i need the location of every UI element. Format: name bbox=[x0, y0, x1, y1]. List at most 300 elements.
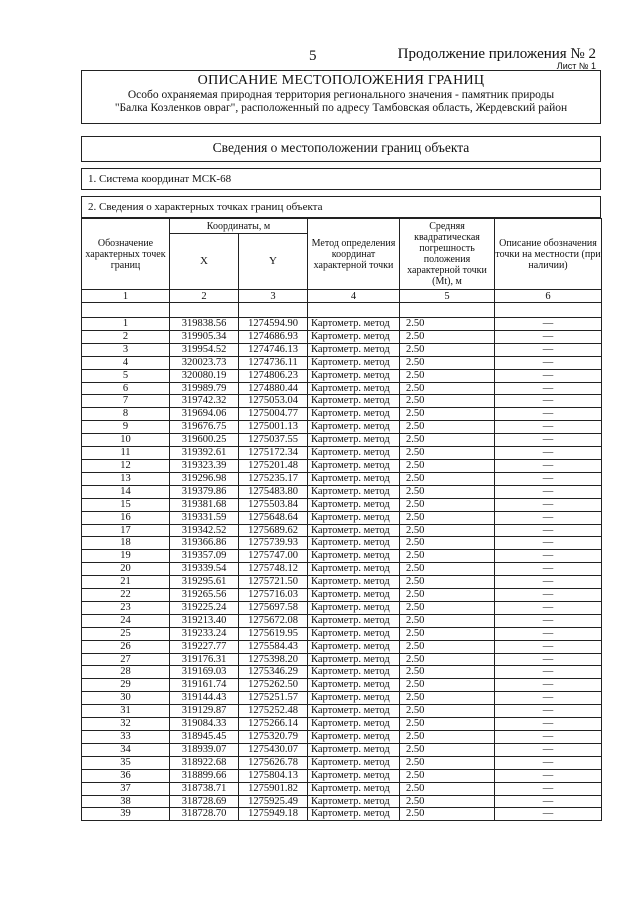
point-number: 4 bbox=[82, 356, 170, 369]
method-cell: Картометр. метод bbox=[308, 627, 400, 640]
point-number: 9 bbox=[82, 421, 170, 434]
error-cell: 2.50 bbox=[400, 472, 495, 485]
point-number: 17 bbox=[82, 524, 170, 537]
point-number: 2 bbox=[82, 330, 170, 343]
method-cell: Картометр. метод bbox=[308, 743, 400, 756]
table-row bbox=[82, 627, 602, 640]
table-row bbox=[82, 511, 602, 524]
coord-x: 319161.74 bbox=[170, 679, 239, 692]
coord-x: 319838.56 bbox=[170, 318, 239, 331]
coord-y: 1274746.13 bbox=[239, 343, 308, 356]
description-cell: — bbox=[495, 524, 602, 537]
description-cell: — bbox=[495, 459, 602, 472]
point-number: 23 bbox=[82, 601, 170, 614]
point-number: 5 bbox=[82, 369, 170, 382]
coord-x: 319742.32 bbox=[170, 395, 239, 408]
error-cell: 2.50 bbox=[400, 653, 495, 666]
error-cell: 2.50 bbox=[400, 601, 495, 614]
error-cell: 2.50 bbox=[400, 705, 495, 718]
point-number: 29 bbox=[82, 679, 170, 692]
error-cell: 2.50 bbox=[400, 627, 495, 640]
point-number: 18 bbox=[82, 537, 170, 550]
point-number: 20 bbox=[82, 563, 170, 576]
method-cell: Картометр. метод bbox=[308, 511, 400, 524]
coord-x: 319357.09 bbox=[170, 550, 239, 563]
description-cell: — bbox=[495, 356, 602, 369]
table-row bbox=[82, 601, 602, 614]
coord-y: 1275716.03 bbox=[239, 589, 308, 602]
point-number: 3 bbox=[82, 343, 170, 356]
description-cell: — bbox=[495, 614, 602, 627]
description-cell: — bbox=[495, 743, 602, 756]
method-cell: Картометр. метод bbox=[308, 421, 400, 434]
column-numbers-row bbox=[82, 290, 602, 303]
description-cell: — bbox=[495, 705, 602, 718]
point-number: 19 bbox=[82, 550, 170, 563]
error-cell: 2.50 bbox=[400, 731, 495, 744]
method-cell: Картометр. метод bbox=[308, 395, 400, 408]
coord-y: 1275949.18 bbox=[239, 808, 308, 821]
column-number: 4 bbox=[308, 290, 400, 303]
points-heading-line: 2. Сведения о характерных точках границ объекта bbox=[81, 196, 601, 218]
description-cell: — bbox=[495, 369, 602, 382]
method-cell: Картометр. метод bbox=[308, 601, 400, 614]
document-title: ОПИСАНИЕ МЕСТОПОЛОЖЕНИЯ ГРАНИЦ bbox=[197, 73, 485, 88]
coord-y: 1275201.48 bbox=[239, 459, 308, 472]
point-number: 12 bbox=[82, 459, 170, 472]
error-cell: 2.50 bbox=[400, 782, 495, 795]
coord-y: 1275901.82 bbox=[239, 782, 308, 795]
method-cell: Картометр. метод bbox=[308, 356, 400, 369]
point-number: 36 bbox=[82, 769, 170, 782]
coord-x: 319694.06 bbox=[170, 408, 239, 421]
description-cell: — bbox=[495, 408, 602, 421]
appendix-label: Продолжение приложения № 2 bbox=[397, 46, 596, 62]
table-row bbox=[82, 718, 602, 731]
point-number: 38 bbox=[82, 795, 170, 808]
coord-y: 1275430.07 bbox=[239, 743, 308, 756]
method-cell: Картометр. метод bbox=[308, 640, 400, 653]
coord-x: 318728.70 bbox=[170, 808, 239, 821]
coord-y: 1275626.78 bbox=[239, 756, 308, 769]
table-row bbox=[82, 756, 602, 769]
error-cell: 2.50 bbox=[400, 537, 495, 550]
table-row bbox=[82, 485, 602, 498]
description-cell: — bbox=[495, 434, 602, 447]
error-cell: 2.50 bbox=[400, 524, 495, 537]
error-cell: 2.50 bbox=[400, 369, 495, 382]
coord-y: 1275503.84 bbox=[239, 498, 308, 511]
coord-x: 319379.86 bbox=[170, 485, 239, 498]
error-cell: 2.50 bbox=[400, 408, 495, 421]
point-number: 27 bbox=[82, 653, 170, 666]
method-cell: Картометр. метод bbox=[308, 472, 400, 485]
coord-x: 319176.31 bbox=[170, 653, 239, 666]
table-row bbox=[82, 679, 602, 692]
method-cell: Картометр. метод bbox=[308, 485, 400, 498]
table-header-row bbox=[82, 219, 602, 234]
description-cell: — bbox=[495, 472, 602, 485]
coord-x: 320023.73 bbox=[170, 356, 239, 369]
coord-x: 319905.34 bbox=[170, 330, 239, 343]
error-cell: 2.50 bbox=[400, 692, 495, 705]
table-row bbox=[82, 666, 602, 679]
description-cell: — bbox=[495, 653, 602, 666]
coord-y: 1275483.80 bbox=[239, 485, 308, 498]
error-cell: 2.50 bbox=[400, 498, 495, 511]
error-cell: 2.50 bbox=[400, 550, 495, 563]
coord-x: 319169.03 bbox=[170, 666, 239, 679]
coord-y: 1274686.93 bbox=[239, 330, 308, 343]
method-cell: Картометр. метод bbox=[308, 318, 400, 331]
table-row bbox=[82, 550, 602, 563]
table-row bbox=[82, 782, 602, 795]
table-row bbox=[82, 459, 602, 472]
coord-x: 319331.59 bbox=[170, 511, 239, 524]
description-cell: — bbox=[495, 627, 602, 640]
point-number: 8 bbox=[82, 408, 170, 421]
table-row bbox=[82, 343, 602, 356]
point-number: 25 bbox=[82, 627, 170, 640]
method-cell: Картометр. метод bbox=[308, 537, 400, 550]
method-cell: Картометр. метод bbox=[308, 653, 400, 666]
error-cell: 2.50 bbox=[400, 756, 495, 769]
coord-y: 1275346.29 bbox=[239, 666, 308, 679]
coord-y: 1275262.50 bbox=[239, 679, 308, 692]
error-cell: 2.50 bbox=[400, 434, 495, 447]
table-row bbox=[82, 589, 602, 602]
title-line-1: Особо охраняемая природная территория регионального значения - памятник природы bbox=[127, 89, 555, 101]
table-row bbox=[82, 614, 602, 627]
point-number: 24 bbox=[82, 614, 170, 627]
table-row bbox=[82, 795, 602, 808]
coord-y: 1275251.57 bbox=[239, 692, 308, 705]
table-body bbox=[82, 318, 602, 821]
coord-x: 319381.68 bbox=[170, 498, 239, 511]
error-cell: 2.50 bbox=[400, 614, 495, 627]
error-cell: 2.50 bbox=[400, 318, 495, 331]
description-cell: — bbox=[495, 318, 602, 331]
coord-y: 1275053.04 bbox=[239, 395, 308, 408]
coord-x: 318939.07 bbox=[170, 743, 239, 756]
point-number: 11 bbox=[82, 447, 170, 460]
method-cell: Картометр. метод bbox=[308, 563, 400, 576]
error-cell: 2.50 bbox=[400, 666, 495, 679]
coord-y: 1274736.11 bbox=[239, 356, 308, 369]
error-cell: 2.50 bbox=[400, 679, 495, 692]
column-number: 3 bbox=[239, 290, 308, 303]
coord-x: 319233.24 bbox=[170, 627, 239, 640]
coord-x: 319225.24 bbox=[170, 601, 239, 614]
point-number: 13 bbox=[82, 472, 170, 485]
method-cell: Картометр. метод bbox=[308, 343, 400, 356]
coord-x: 319339.54 bbox=[170, 563, 239, 576]
method-cell: Картометр. метод bbox=[308, 447, 400, 460]
error-cell: 2.50 bbox=[400, 459, 495, 472]
description-cell: — bbox=[495, 640, 602, 653]
table-row bbox=[82, 356, 602, 369]
coord-x: 319392.61 bbox=[170, 447, 239, 460]
error-cell: 2.50 bbox=[400, 563, 495, 576]
table-row bbox=[82, 524, 602, 537]
error-cell: 2.50 bbox=[400, 343, 495, 356]
method-cell: Картометр. метод bbox=[308, 550, 400, 563]
method-cell: Картометр. метод bbox=[308, 434, 400, 447]
table-row bbox=[82, 640, 602, 653]
error-cell: 2.50 bbox=[400, 395, 495, 408]
table-row bbox=[82, 498, 602, 511]
point-number: 16 bbox=[82, 511, 170, 524]
method-cell: Картометр. метод bbox=[308, 679, 400, 692]
error-cell: 2.50 bbox=[400, 795, 495, 808]
header-error: Средняя квадратическая погрешность положения характерной точки (Mt), м bbox=[400, 219, 495, 290]
table-row bbox=[82, 576, 602, 589]
description-cell: — bbox=[495, 601, 602, 614]
description-cell: — bbox=[495, 795, 602, 808]
coord-y: 1275747.00 bbox=[239, 550, 308, 563]
coord-y: 1274880.44 bbox=[239, 382, 308, 395]
description-cell: — bbox=[495, 421, 602, 434]
header-point: Обозначение характерных точек границ bbox=[82, 219, 170, 290]
document-frame bbox=[81, 70, 601, 821]
coord-y: 1274594.90 bbox=[239, 318, 308, 331]
point-number: 32 bbox=[82, 718, 170, 731]
error-cell: 2.50 bbox=[400, 511, 495, 524]
point-number: 7 bbox=[82, 395, 170, 408]
description-cell: — bbox=[495, 511, 602, 524]
table-row bbox=[82, 705, 602, 718]
method-cell: Картометр. метод bbox=[308, 524, 400, 537]
description-cell: — bbox=[495, 330, 602, 343]
coord-y: 1275584.43 bbox=[239, 640, 308, 653]
coord-x: 319295.61 bbox=[170, 576, 239, 589]
coord-x: 320080.19 bbox=[170, 369, 239, 382]
point-number: 21 bbox=[82, 576, 170, 589]
coord-y: 1275925.49 bbox=[239, 795, 308, 808]
description-cell: — bbox=[495, 382, 602, 395]
column-number: 6 bbox=[495, 290, 602, 303]
spacer-row bbox=[82, 303, 602, 318]
error-cell: 2.50 bbox=[400, 447, 495, 460]
error-cell: 2.50 bbox=[400, 382, 495, 395]
error-cell: 2.50 bbox=[400, 718, 495, 731]
section-title: Сведения о местоположении границ объекта bbox=[81, 136, 601, 162]
point-number: 31 bbox=[82, 705, 170, 718]
point-number: 33 bbox=[82, 731, 170, 744]
column-number: 5 bbox=[400, 290, 495, 303]
table-row bbox=[82, 395, 602, 408]
page-number: 5 bbox=[309, 48, 317, 64]
table-row bbox=[82, 421, 602, 434]
point-number: 22 bbox=[82, 589, 170, 602]
point-number: 28 bbox=[82, 666, 170, 679]
point-number: 35 bbox=[82, 756, 170, 769]
table-row bbox=[82, 692, 602, 705]
method-cell: Картометр. метод bbox=[308, 795, 400, 808]
method-cell: Картометр. метод bbox=[308, 769, 400, 782]
coord-y: 1275672.08 bbox=[239, 614, 308, 627]
method-cell: Картометр. метод bbox=[308, 705, 400, 718]
column-number: 2 bbox=[170, 290, 239, 303]
coord-x: 318945.45 bbox=[170, 731, 239, 744]
coord-x: 318922.68 bbox=[170, 756, 239, 769]
description-cell: — bbox=[495, 395, 602, 408]
coord-y: 1275320.79 bbox=[239, 731, 308, 744]
description-cell: — bbox=[495, 550, 602, 563]
error-cell: 2.50 bbox=[400, 640, 495, 653]
table-row bbox=[82, 318, 602, 331]
method-cell: Картометр. метод bbox=[308, 576, 400, 589]
error-cell: 2.50 bbox=[400, 808, 495, 821]
coordinate-system-line: 1. Система координат МСК-68 bbox=[81, 168, 601, 190]
description-cell: — bbox=[495, 589, 602, 602]
coord-y: 1275004.77 bbox=[239, 408, 308, 421]
coord-y: 1275689.62 bbox=[239, 524, 308, 537]
error-cell: 2.50 bbox=[400, 743, 495, 756]
description-cell: — bbox=[495, 498, 602, 511]
coord-x: 319989.79 bbox=[170, 382, 239, 395]
coord-y: 1275721.50 bbox=[239, 576, 308, 589]
error-cell: 2.50 bbox=[400, 356, 495, 369]
error-cell: 2.50 bbox=[400, 769, 495, 782]
table-row bbox=[82, 447, 602, 460]
table-row bbox=[82, 434, 602, 447]
sheet-label: Лист № 1 bbox=[556, 61, 596, 71]
point-number: 30 bbox=[82, 692, 170, 705]
method-cell: Картометр. метод bbox=[308, 718, 400, 731]
coord-y: 1275804.13 bbox=[239, 769, 308, 782]
table-row bbox=[82, 382, 602, 395]
title-block bbox=[81, 70, 601, 124]
coord-x: 319265.56 bbox=[170, 589, 239, 602]
coord-y: 1275739.93 bbox=[239, 537, 308, 550]
coord-x: 318899.66 bbox=[170, 769, 239, 782]
coord-x: 319129.87 bbox=[170, 705, 239, 718]
header-x: X bbox=[170, 234, 239, 290]
description-cell: — bbox=[495, 769, 602, 782]
point-number: 34 bbox=[82, 743, 170, 756]
coord-y: 1275001.13 bbox=[239, 421, 308, 434]
method-cell: Картометр. метод bbox=[308, 666, 400, 679]
coord-x: 319296.98 bbox=[170, 472, 239, 485]
method-cell: Картометр. метод bbox=[308, 498, 400, 511]
method-cell: Картометр. метод bbox=[308, 782, 400, 795]
method-cell: Картометр. метод bbox=[308, 382, 400, 395]
point-number: 1 bbox=[82, 318, 170, 331]
point-number: 37 bbox=[82, 782, 170, 795]
coord-x: 319600.25 bbox=[170, 434, 239, 447]
table-row bbox=[82, 330, 602, 343]
header-coords: Координаты, м bbox=[170, 219, 308, 234]
coord-x: 319342.52 bbox=[170, 524, 239, 537]
method-cell: Картометр. метод bbox=[308, 731, 400, 744]
coord-y: 1275648.64 bbox=[239, 511, 308, 524]
column-number: 1 bbox=[82, 290, 170, 303]
description-cell: — bbox=[495, 563, 602, 576]
method-cell: Картометр. метод bbox=[308, 692, 400, 705]
point-number: 10 bbox=[82, 434, 170, 447]
error-cell: 2.50 bbox=[400, 589, 495, 602]
point-number: 39 bbox=[82, 808, 170, 821]
table-row bbox=[82, 472, 602, 485]
table-row bbox=[82, 537, 602, 550]
title-line-2: "Балка Козленков овраг", расположенный по адресу Тамбовская область, Жердевский район bbox=[114, 102, 568, 114]
description-cell: — bbox=[495, 537, 602, 550]
table-row bbox=[82, 743, 602, 756]
coord-x: 319144.43 bbox=[170, 692, 239, 705]
header-y: Y bbox=[239, 234, 308, 290]
point-number: 15 bbox=[82, 498, 170, 511]
description-cell: — bbox=[495, 782, 602, 795]
description-cell: — bbox=[495, 692, 602, 705]
method-cell: Картометр. метод bbox=[308, 369, 400, 382]
description-cell: — bbox=[495, 343, 602, 356]
coord-y: 1275235.17 bbox=[239, 472, 308, 485]
coord-x: 318738.71 bbox=[170, 782, 239, 795]
description-cell: — bbox=[495, 485, 602, 498]
table-row bbox=[82, 369, 602, 382]
coord-x: 319323.39 bbox=[170, 459, 239, 472]
coord-x: 319366.86 bbox=[170, 537, 239, 550]
method-cell: Картометр. метод bbox=[308, 408, 400, 421]
table-row bbox=[82, 563, 602, 576]
coord-x: 319213.40 bbox=[170, 614, 239, 627]
method-cell: Картометр. метод bbox=[308, 756, 400, 769]
point-number: 6 bbox=[82, 382, 170, 395]
table-row bbox=[82, 408, 602, 421]
coord-y: 1275748.12 bbox=[239, 563, 308, 576]
coord-y: 1275037.55 bbox=[239, 434, 308, 447]
method-cell: Картометр. метод bbox=[308, 589, 400, 602]
coord-x: 319227.77 bbox=[170, 640, 239, 653]
description-cell: — bbox=[495, 756, 602, 769]
coord-x: 318728.69 bbox=[170, 795, 239, 808]
method-cell: Картометр. метод bbox=[308, 614, 400, 627]
table-row bbox=[82, 731, 602, 744]
coord-y: 1274806.23 bbox=[239, 369, 308, 382]
coord-y: 1275172.34 bbox=[239, 447, 308, 460]
coord-x: 319084.33 bbox=[170, 718, 239, 731]
coord-y: 1275252.48 bbox=[239, 705, 308, 718]
description-cell: — bbox=[495, 576, 602, 589]
coord-y: 1275266.14 bbox=[239, 718, 308, 731]
point-number: 14 bbox=[82, 485, 170, 498]
description-cell: — bbox=[495, 808, 602, 821]
table-row bbox=[82, 653, 602, 666]
error-cell: 2.50 bbox=[400, 576, 495, 589]
header-method: Метод определения координат характерной точки bbox=[308, 219, 400, 290]
error-cell: 2.50 bbox=[400, 485, 495, 498]
point-number: 26 bbox=[82, 640, 170, 653]
coord-x: 319676.75 bbox=[170, 421, 239, 434]
method-cell: Картометр. метод bbox=[308, 808, 400, 821]
error-cell: 2.50 bbox=[400, 421, 495, 434]
coord-y: 1275697.58 bbox=[239, 601, 308, 614]
method-cell: Картометр. метод bbox=[308, 459, 400, 472]
coord-y: 1275619.95 bbox=[239, 627, 308, 640]
table-row bbox=[82, 769, 602, 782]
description-cell: — bbox=[495, 447, 602, 460]
table-row bbox=[82, 808, 602, 821]
boundary-points-table bbox=[81, 218, 602, 821]
coord-x: 319954.52 bbox=[170, 343, 239, 356]
method-cell: Картометр. метод bbox=[308, 330, 400, 343]
coord-y: 1275398.20 bbox=[239, 653, 308, 666]
header-description: Описание обозначения точки на местности (при наличии) bbox=[495, 219, 602, 290]
description-cell: — bbox=[495, 666, 602, 679]
description-cell: — bbox=[495, 679, 602, 692]
description-cell: — bbox=[495, 731, 602, 744]
